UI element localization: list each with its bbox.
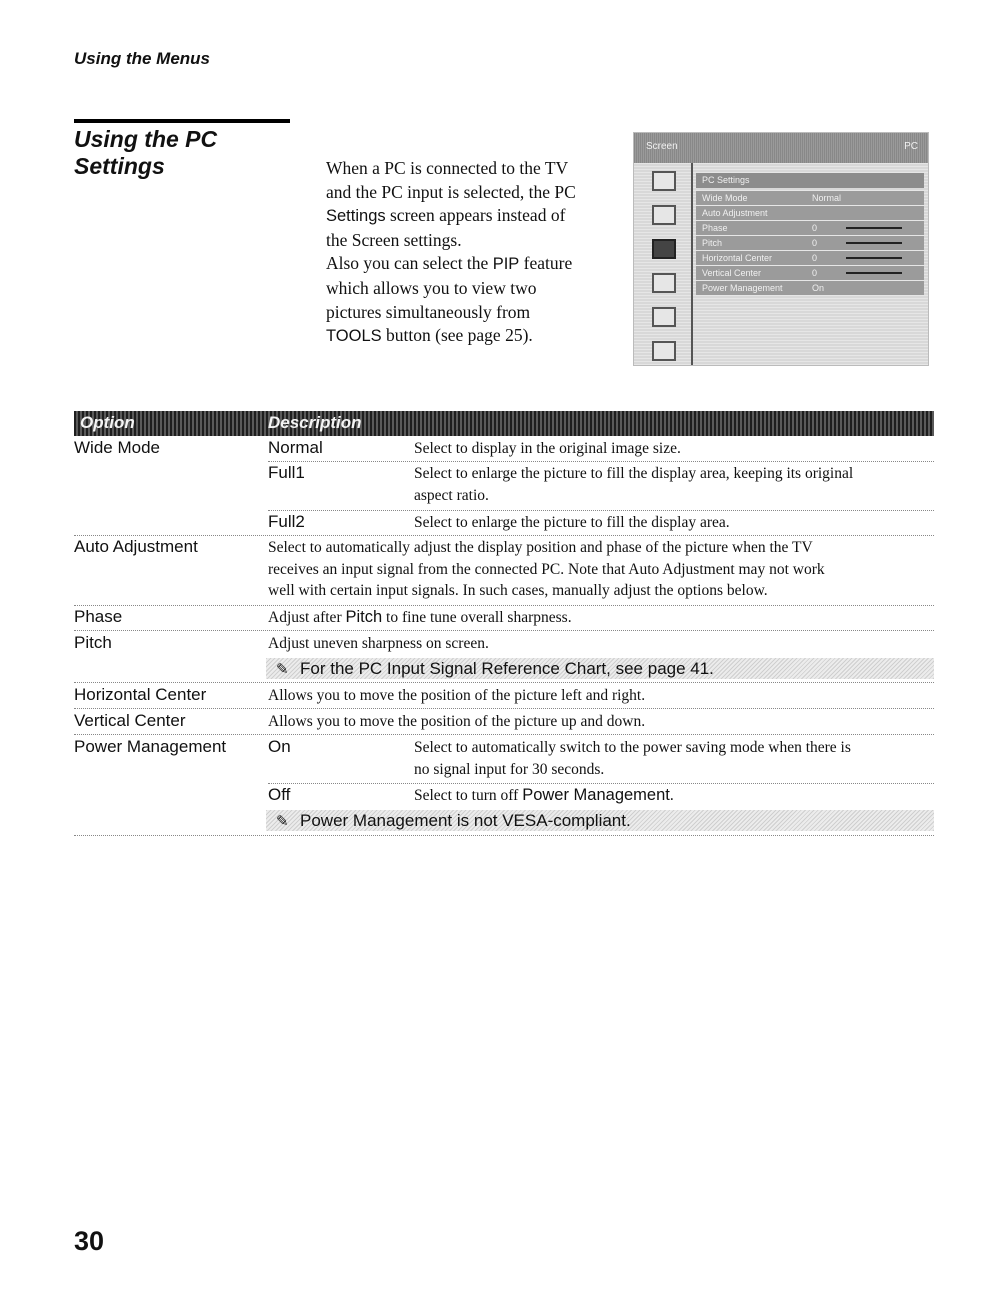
desc-line: Select to turn off — [414, 787, 523, 804]
tv-row-label: Power Management — [702, 283, 783, 293]
suboption-on: On — [268, 737, 291, 756]
tv-menu-screenshot — [633, 132, 929, 366]
tv-setup-icon — [652, 341, 676, 361]
row-divider — [74, 630, 934, 631]
desc-line: well with certain input signals. In such cases, manually adjust the options below. — [268, 582, 768, 599]
intro-line: pictures simultaneously from — [326, 301, 531, 322]
tv-row-label: Auto Adjustment — [702, 208, 768, 218]
tv-menu-row — [696, 266, 924, 280]
table-header — [74, 411, 934, 436]
desc-line: . — [669, 787, 674, 804]
desc-phase — [268, 607, 928, 629]
desc-term-pitch: Pitch — [345, 608, 383, 626]
tv-menu-title: Screen — [646, 141, 678, 152]
row-divider — [268, 461, 934, 462]
row-divider — [74, 535, 934, 536]
suboption-off: Off — [268, 785, 291, 804]
tv-row-label: Phase — [702, 223, 728, 233]
tv-channel-icon — [652, 273, 676, 293]
desc-auto-adjustment — [268, 537, 928, 602]
note-pitch — [266, 658, 934, 679]
intro-line: and the PC input is selected, the PC — [326, 181, 576, 202]
desc-line: aspect ratio. — [414, 486, 489, 504]
desc-line: Adjust after — [268, 609, 346, 626]
option-vertical-center: Vertical Center — [74, 711, 186, 730]
section-title — [74, 126, 217, 180]
tv-screen-icon — [652, 239, 676, 259]
tv-row-label: Horizontal Center — [702, 253, 773, 263]
desc-on — [414, 737, 929, 780]
section-title-line2: Settings — [74, 153, 165, 179]
desc-normal: Select to display in the original image size. — [414, 440, 681, 457]
intro-line: which allows you to view two — [326, 277, 537, 298]
tv-sound-icon — [652, 205, 676, 225]
desc-pitch: Adjust uneven sharpness on screen. — [268, 635, 489, 652]
intro-line: screen appears instead of — [385, 205, 566, 226]
desc-horizontal-center: Allows you to move the position of the picture left and right. — [268, 687, 646, 704]
tv-menu-divider — [691, 163, 693, 365]
desc-full2: Select to enlarge the picture to fill the display area. — [414, 514, 730, 531]
note-power-management — [266, 810, 934, 831]
table-header-description: Description — [268, 413, 362, 432]
intro-paragraph-1 — [326, 157, 624, 252]
desc-line: receives an input signal from the connected PC. Note that Auto Adjustment may not work — [268, 560, 825, 578]
option-auto-adjustment: Auto Adjustment — [74, 537, 198, 556]
tv-row-slider — [846, 257, 902, 259]
tv-menu-row — [696, 206, 924, 220]
desc-line: Select to automatically switch to the power saving mode when there is — [414, 739, 851, 756]
intro-text — [326, 157, 624, 349]
option-phase: Phase — [74, 607, 123, 626]
tv-menu-icon-column — [634, 163, 690, 365]
row-divider — [74, 708, 934, 709]
option-pitch: Pitch — [74, 633, 112, 652]
table-header-option: Option — [80, 413, 135, 432]
tv-menu-row — [696, 191, 924, 205]
note-pencil-icon: ✎ — [276, 813, 289, 830]
intro-line: feature — [519, 253, 573, 274]
intro-paragraph-2 — [326, 252, 624, 348]
tv-parent-icon — [652, 307, 676, 327]
note-text: Power Management is not VESA-compliant. — [300, 811, 631, 830]
row-divider — [74, 605, 934, 606]
option-power-management: Power Management — [74, 737, 227, 756]
tv-row-slider — [846, 272, 902, 274]
tv-menu-input: PC — [904, 141, 918, 152]
intro-term-tools: TOOLS — [326, 327, 382, 346]
intro-term-pip: PIP — [492, 255, 520, 274]
intro-line: the Screen settings. — [326, 229, 462, 250]
note-text: For the PC Input Signal Reference Chart, see page 41. — [300, 659, 714, 678]
tv-row-value: 0 — [812, 238, 818, 248]
desc-line: Select to automatically adjust the display position and phase of the picture when the TV — [268, 539, 813, 556]
tv-row-label: Wide Mode — [702, 193, 748, 203]
tv-menu-row — [696, 236, 924, 250]
desc-line: no signal input for 30 seconds. — [414, 760, 605, 778]
tv-row-label: Vertical Center — [702, 268, 762, 278]
desc-line: Select to enlarge the picture to fill the display area, keeping its original — [414, 465, 854, 482]
running-head: Using the Menus — [74, 49, 211, 68]
row-divider — [74, 682, 934, 683]
tv-picture-icon — [652, 171, 676, 191]
section-title-line1: Using the PC — [74, 126, 218, 152]
tv-row-value: 0 — [812, 253, 818, 263]
desc-vertical-center: Allows you to move the position of the picture up and down. — [268, 713, 646, 730]
note-pencil-icon: ✎ — [276, 661, 289, 678]
option-horizontal-center: Horizontal Center — [74, 685, 207, 704]
section-rule — [74, 119, 290, 123]
tv-menu-header: PC Settings — [696, 173, 924, 188]
tv-row-value: On — [812, 283, 825, 293]
desc-term-power-management: Power Management — [522, 786, 670, 804]
intro-line: button (see page 25). — [381, 325, 533, 346]
option-wide-mode: Wide Mode — [74, 438, 160, 457]
suboption-full1: Full1 — [268, 463, 305, 482]
tv-menu-row — [696, 281, 924, 295]
suboption-full2: Full2 — [268, 512, 305, 531]
page-number: 30 — [74, 1226, 105, 1256]
tv-menu-panel — [696, 173, 924, 296]
intro-line: Also you can select the — [326, 253, 493, 274]
tv-menu-row — [696, 251, 924, 265]
tv-row-slider — [846, 227, 902, 229]
tv-row-value: Normal — [812, 193, 842, 203]
desc-off — [414, 785, 929, 807]
intro-line: When a PC is connected to the TV — [326, 158, 569, 178]
tv-row-label: Pitch — [702, 238, 723, 248]
desc-full1 — [414, 463, 929, 506]
intro-term-settings: Settings — [326, 207, 386, 226]
tv-menu-row — [696, 221, 924, 235]
row-divider — [74, 734, 934, 735]
tv-row-value: 0 — [812, 268, 818, 278]
row-divider — [268, 783, 934, 784]
desc-line: to fine tune overall sharpness. — [382, 609, 572, 626]
suboption-normal: Normal — [268, 438, 323, 457]
tv-row-value: 0 — [812, 223, 818, 233]
row-divider — [268, 510, 934, 511]
tv-menu-topbar — [634, 133, 928, 163]
row-divider — [74, 835, 934, 836]
tv-row-slider — [846, 242, 902, 244]
